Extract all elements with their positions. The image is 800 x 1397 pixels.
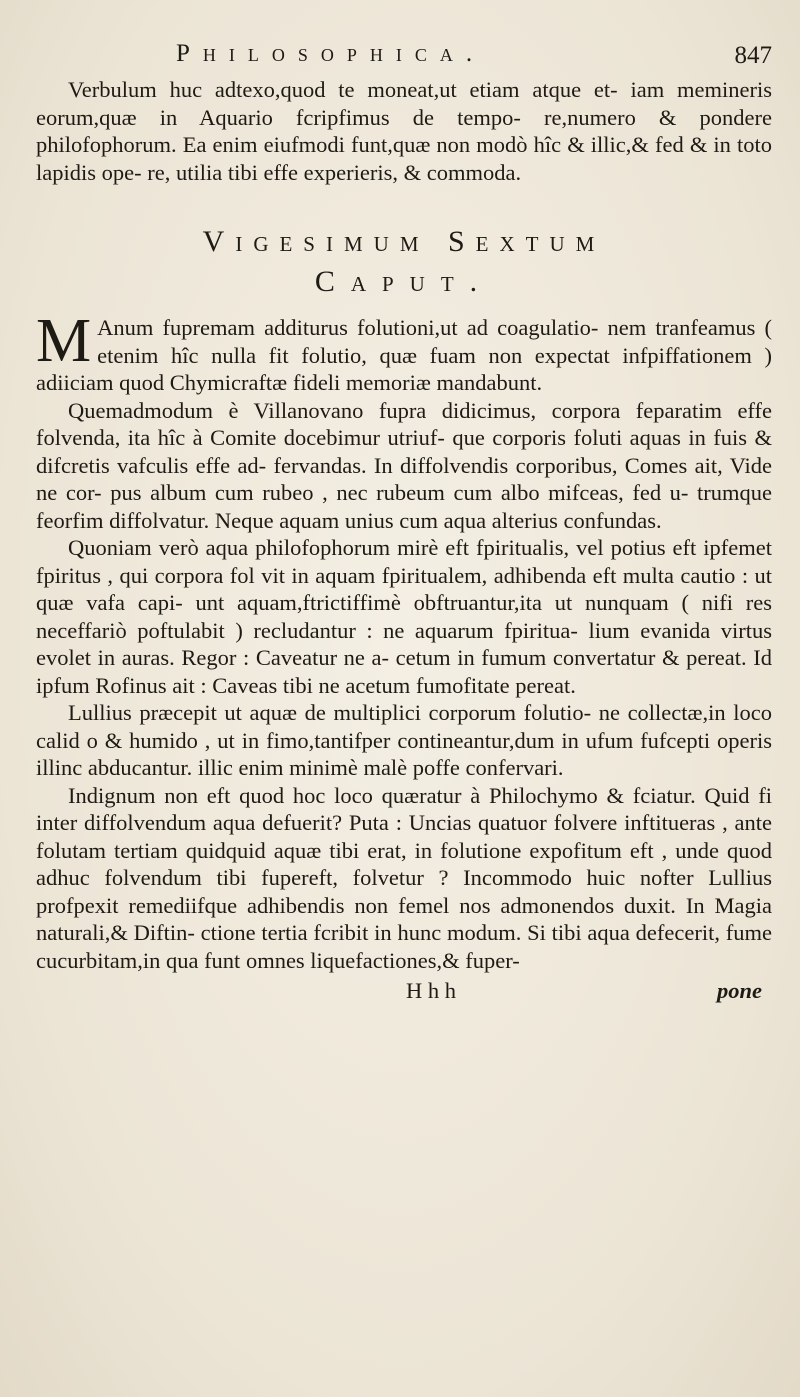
- text-line: Indignum non eft quod hoc loco quæratur à Philochymo: [68, 782, 598, 808]
- catchword: pone: [717, 978, 762, 1003]
- running-head: [36, 40, 772, 76]
- chapter-title: Vigesimum Sextum: [202, 225, 606, 258]
- text-line: neceffariò poftulabit ) recludantur : ne aquarum fpiritua-: [36, 617, 578, 643]
- text-line: femel nos admonendos duxit. In Magia naturali,& Diftin-: [36, 892, 772, 945]
- page-number: 847: [734, 42, 772, 69]
- text-block: [36, 40, 772, 1008]
- paragraph-indignum: [36, 782, 772, 975]
- text-line: lium evanida virtus evolet in auras. Regor : Caveatur ne a-: [36, 617, 773, 670]
- text-line: Anum fupremam additurus folutioni,ut ad coagulatio-: [97, 315, 599, 340]
- paragraph-opening: [36, 307, 773, 397]
- text-line: contineantur,dum in ufum fufcepti operis illinc abducantur.: [36, 727, 772, 780]
- text-line: Lullius præcepit ut aquæ de multiplici corporum folutio-: [68, 700, 592, 725]
- text-line: re,numero & pondere philofophorum. Ea enim eiufmodi: [36, 104, 773, 157]
- text-line: feparatim effe folvenda, ita hîc à Comite docebimur utriuf-: [36, 397, 772, 450]
- text-line: fideli memoriæ mandabunt.: [292, 370, 543, 395]
- text-line: Uncias quatuor folvere inftitueras , ante folutam tertiam: [36, 810, 772, 863]
- paragraph-villanovano: [36, 397, 772, 535]
- text-line: & fciatur. Quid fi inter diffolvendum aqua defuerit? Puta :: [36, 782, 773, 835]
- drop-cap: M: [36, 307, 92, 375]
- running-title: Philosophica.: [176, 40, 486, 67]
- text-line: fpiritualem, adhibenda eft multa cautio : ut quæ vafa capi-: [36, 562, 773, 615]
- chapter-subtitle: Caput.: [314, 265, 494, 298]
- text-line: fervandas. In diffolvendis corporibus, Comes ait, Vide ne cor-: [36, 452, 773, 505]
- text-line: pus album cum rubeo , nec rubeum cum albo mifceas, fed u-: [110, 480, 689, 505]
- text-line: trumque feorfim diffolvatur. Neque aquam unius cum aqua: [36, 480, 773, 533]
- text-line: iam memineris eorum,quæ in Aquario fcripfimus de tempo-: [36, 77, 773, 130]
- text-line: Quemadmodum è Villanovano fupra didicimus, corpora: [68, 397, 621, 423]
- text-line: funt,quæ non modò hîc & illic,& fed & in toto lapidis ope-: [36, 132, 773, 185]
- text-line: alterius confundas.: [491, 507, 662, 533]
- text-line: fume cucurbitam,in qua funt omnes liquefactiones,& fuper-: [36, 920, 773, 973]
- text-line: illic enim minimè malè poffe confervari.: [197, 755, 564, 780]
- paragraph-intro: [36, 76, 772, 186]
- page-footer: [36, 978, 772, 1008]
- text-line: Verbulum huc adtexo,quod te moneat,ut etiam atque et-: [68, 77, 618, 102]
- paragraph-lullius: [36, 699, 772, 782]
- text-line: quod adhuc folvendum tibi fupereft, folvetur ? Incommodo: [36, 837, 772, 890]
- text-line: non expectat infpiffationem ) adiiciam quod Chymicraftæ: [36, 342, 772, 395]
- text-line: quidquid aquæ tibi erat, in folutione expofitum eft , unde: [185, 837, 719, 863]
- signature-mark: H h h: [406, 978, 456, 1003]
- text-line: ait : Caveas tibi ne acetum fumofitate pereat.: [172, 672, 576, 698]
- text-line: que corporis foluti aquas in fuis & difcretis vafculis effe ad-: [36, 425, 772, 478]
- text-line: vel potius eft ipfemet fpiritus , qui corpora fol vit in aquam: [36, 535, 772, 588]
- text-line: ctione tertia fcribit in hunc modum. Si tibi aqua defecerit,: [200, 920, 720, 945]
- text-line: cetum in fumum convertatur & pereat. Id ipfum Rofinus: [36, 645, 772, 698]
- text-line: re, utilia tibi effe experieris, & commoda.: [147, 159, 522, 185]
- text-line: unt aquam,ftrictiffimè obftruantur,ita ut nunquam ( nifi res: [195, 590, 772, 615]
- text-line: huic nofter Lullius profpexit remediifque adhibendis non: [36, 865, 773, 918]
- paragraph-aqua: [36, 534, 772, 699]
- text-line: ne collectæ,in loco calid o & humido , ut in fimo,tantifper: [36, 700, 773, 753]
- text-line: nem tranfeamus ( etenim hîc nulla fit folutio, quæ fuam: [97, 315, 773, 368]
- text-line: Quoniam verò aqua philofophorum mirè eft fpiritualis,: [68, 535, 570, 560]
